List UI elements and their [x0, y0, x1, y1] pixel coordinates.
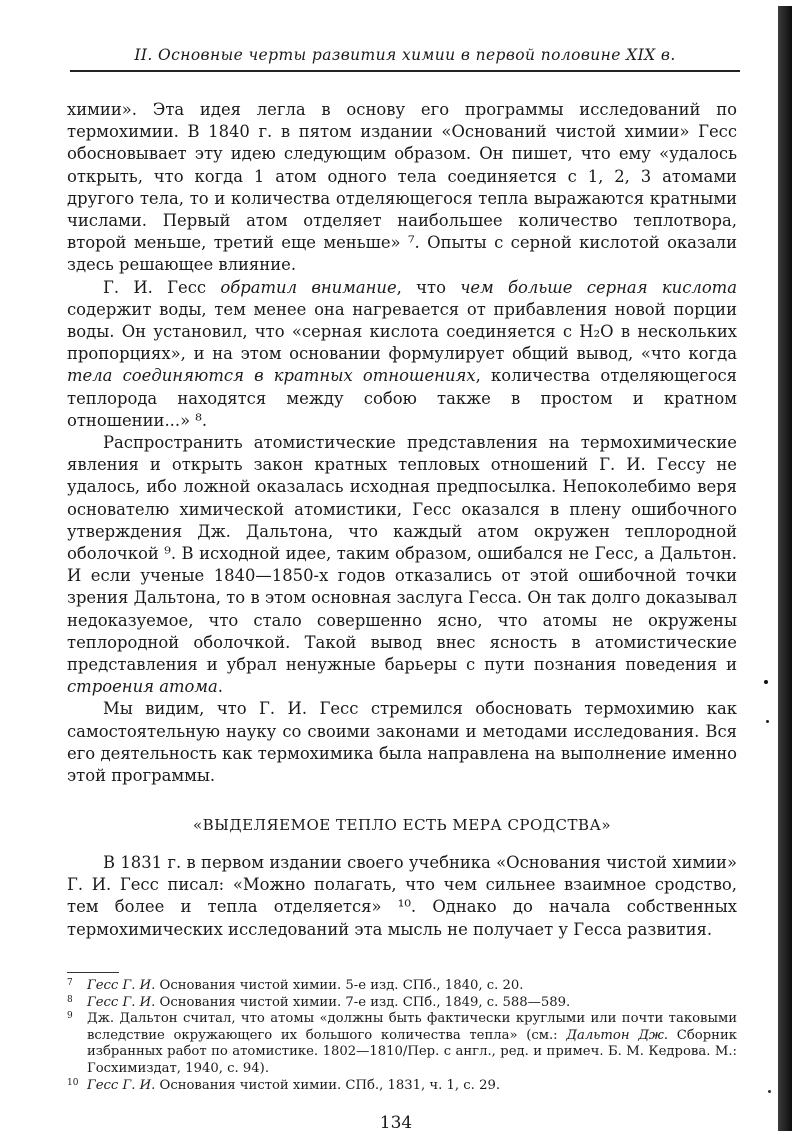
- paragraph-2: [67, 277, 737, 432]
- footnote-9: [67, 1011, 737, 1077]
- footnote-text: Основания чистой химии. СПб., 1831, ч. 1, с. 29.: [155, 1077, 501, 1093]
- footnote-number: 8: [67, 994, 73, 1005]
- text-run: , что: [396, 277, 461, 297]
- paragraph-5: В 1831 г. в первом издании своего учебника «Основания чистой химии» Г. И. Гесс писал: «Можно полагать, что чем сильнее взаимное сродство, тем более и тепла отделяется» ¹⁰. Однако до начала собственных термохимических исследований эта мысль не получает у Гесса развития.: [67, 853, 737, 939]
- text-run: Г. И. Гесс: [103, 277, 221, 297]
- footnote-text: Основания чистой химии. 5-е изд. СПб., 1840, с. 20.: [155, 978, 524, 993]
- footnote-number: 7: [67, 978, 73, 988]
- text-run: Распространить атомистические представления на термохимические явления и открыть закон кратных тепловых отношений Г. И. Гессу не удалось, ибо ложной оказалась исходная предпосылка. Непоколебимо веря основателю химической атомистики, Гесс оказался в плену ошибочного утверждения Дж. Дальтона, что каждый атом окружен теплородной оболочкой ⁹. В исходной идее, таким образом, ошибался не Гесс, а Дальтон. И если ученые 1840—1850-х годов отказались от этой ошибочной точки зрения Дальтона, то в этом основная заслуга Гесса. Он так долго доказывал недоказуемое, что стало совершенно ясно, что атомы не окружены теплородной оболочкой. Такой вывод внес ясность в атомистические представления и убрал ненужные барьеры с пути познания поведения и: [67, 433, 737, 675]
- running-head: II. Основные черты развития химии в первой половине XIX в.: [134, 46, 676, 64]
- text-run: , количества отделяющегося теплорода находятся между собою также в простом и кратном отношении...» ⁸.: [67, 366, 737, 430]
- scan-edge-shadow: [778, 6, 792, 1131]
- section-heading: «ВЫДЕЛЯЕМОЕ ТЕПЛО ЕСТЬ МЕРА СРОДСТВА»: [192, 816, 612, 834]
- footnotes: [67, 978, 737, 1094]
- scan-speck: [768, 1090, 771, 1093]
- footnote-10: [67, 1078, 737, 1095]
- main-text: [67, 99, 737, 787]
- footnote-text: Основания чистой химии. 7-е изд. СПб., 1849, с. 588—589.: [155, 994, 571, 1010]
- footnote-author: Гесс Г. И.: [87, 994, 156, 1010]
- footnote-text: Дж. Дальтон считал, что атомы «должны быть фактически круглыми или почти таковыми вследствие окружающего их большого количества тепла» (см.:: [87, 1011, 737, 1043]
- footnote-8: [67, 995, 737, 1012]
- footnote-author: Дальтон Дж.: [566, 1027, 669, 1043]
- italic-run: тела соединяются в кратных отношениях: [67, 366, 476, 386]
- paragraph-1: химии». Эта идея легла в основу его программы исследований по термохимии. В 1840 г. в пятом издании «Оснований чистой химии» Гесс обосновывает эту идею следующим образом. Он пишет, что ему «удалось открыть, что когда 1 атом одного тела соединяется с 1, 2, 3 атомами другого тела, то и количества отделяющегося тепла выражаются кратными числами. Первый атом отделяет наибольшее количество теплотвора, второй меньше, третий еще меньше» ⁷. Опыты с серной кислотой оказали здесь решающее влияние.: [67, 100, 737, 275]
- footnote-author: Гесс Г. И.: [87, 1077, 156, 1093]
- italic-run: строения атома: [67, 677, 218, 697]
- scan-speck: [764, 680, 768, 684]
- text-run: .: [217, 677, 223, 697]
- footnote-7: [67, 978, 737, 995]
- page-number: 134: [379, 1113, 413, 1133]
- italic-run: обратил внимание: [220, 277, 397, 297]
- italic-run: чем больше серная кислота: [460, 277, 737, 297]
- footnote-number: 9: [67, 1011, 73, 1022]
- paragraph-3: [67, 432, 737, 698]
- footnote-rule: [67, 972, 119, 973]
- header-rule: [70, 70, 740, 72]
- text-run: содержит воды, тем менее она нагревается от прибавления новой порции воды. Он установил, что «серная кислота соединяется с H₂O в нескольких пропорциях», и на этом основании формулирует общий вывод, «что когда: [67, 299, 737, 364]
- scan-speck: [766, 720, 769, 723]
- footnote-text: Сборник избранных работ по атомистике. 1802—1810/Пер. с англ., ред. и примеч. Б. М. Кедрова. М.: Госхимиздат, 1940, с. 94).: [87, 1027, 737, 1076]
- footnote-number: 10: [67, 1077, 79, 1088]
- section-text: [67, 852, 737, 941]
- paragraph-4: Мы видим, что Г. И. Гесс стремился обосновать термохимию как самостоятельную науку со своими законами и методами исследования. Вся его деятельность как термохимика была направлена на выполнение именно этой программы.: [67, 699, 737, 786]
- footnote-author: Гесс Г. И.: [87, 978, 156, 993]
